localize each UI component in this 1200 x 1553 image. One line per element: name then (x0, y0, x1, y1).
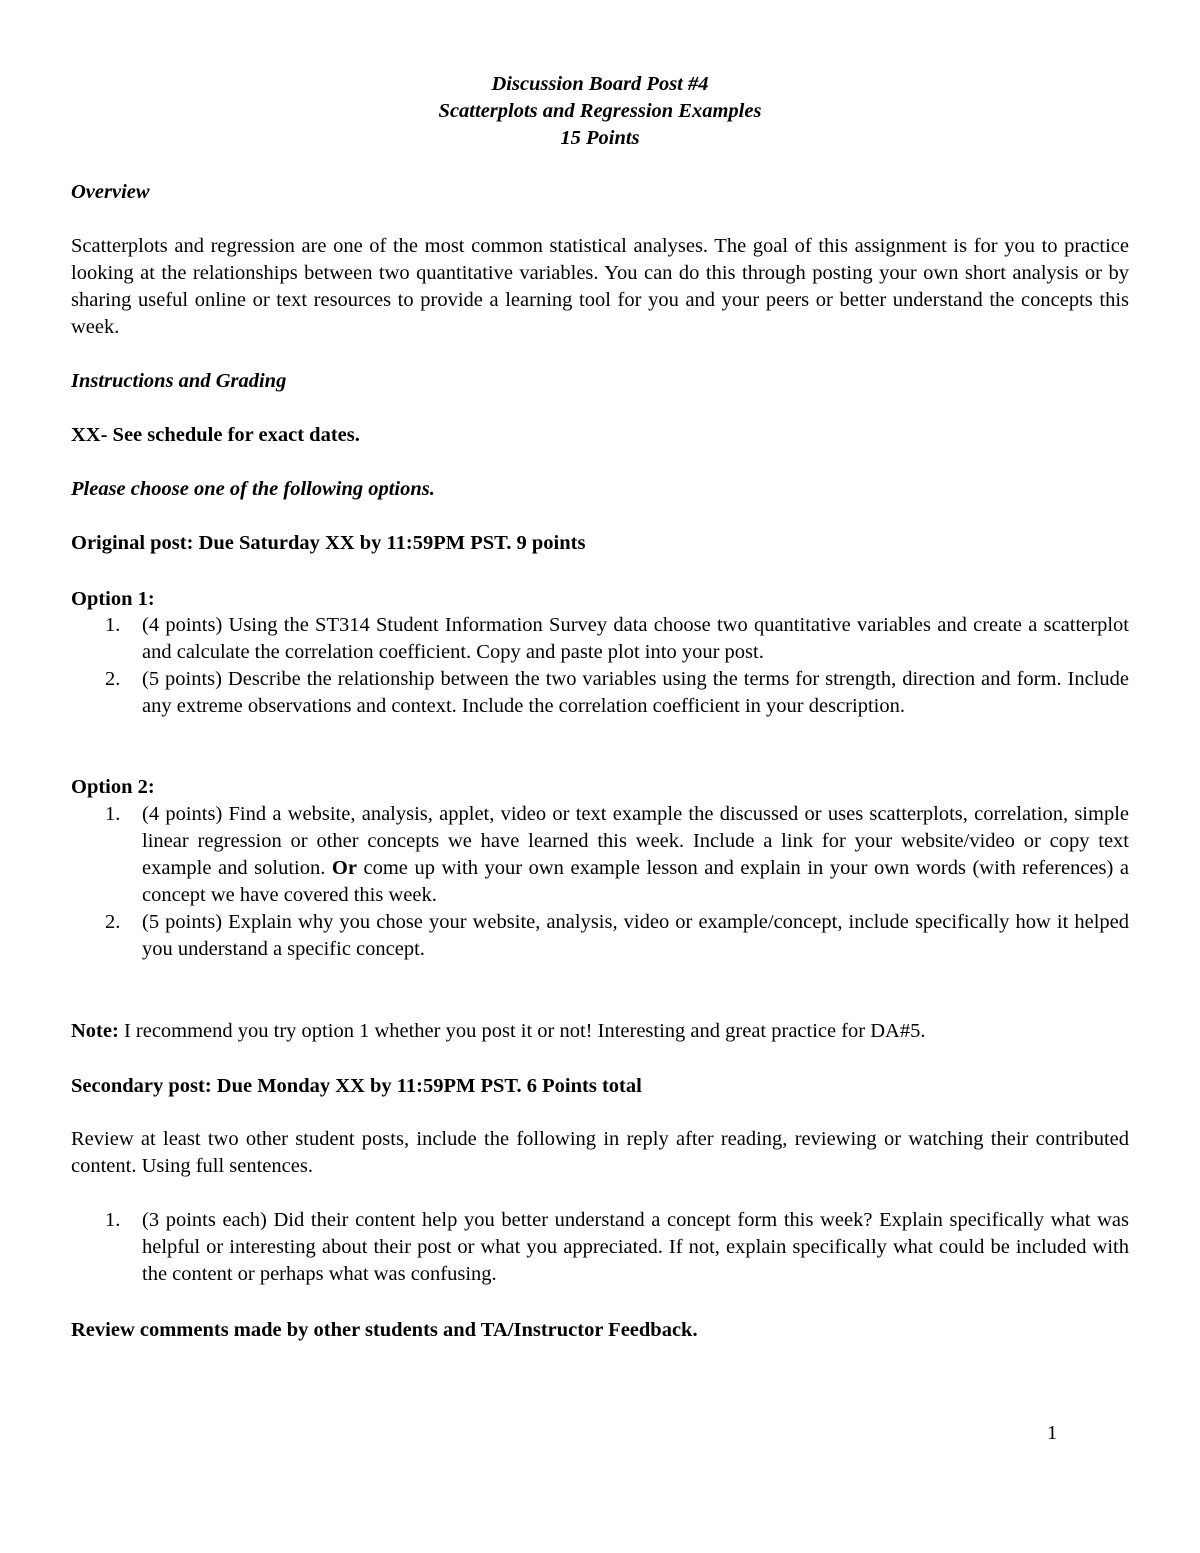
choose-option-note: Please choose one of the following options. (71, 478, 435, 500)
or-emphasis: Or (331, 857, 357, 879)
list-item-text: (5 points) Describe the relationship between the two variables using the terms for strength, direction and form. Include any extreme observations and context. Include the correlation coefficient in your description. (142, 668, 1129, 717)
list-number: 1. (105, 1209, 121, 1231)
list-item (71, 612, 1129, 666)
secondary-post-heading: Secondary post: Due Monday XX by 11:59PM PST. 6 Points total (71, 1075, 642, 1097)
option1-list (71, 612, 1129, 720)
note-paragraph (71, 1018, 1129, 1045)
list-item (71, 801, 1129, 909)
points-total: 15 Points (560, 127, 640, 149)
document-title: Discussion Board Post #4 (491, 73, 709, 95)
list-item-text: (5 points) Explain why you chose your website, analysis, video or example/concept, include specifically how it helped you understand a specific concept. (142, 911, 1129, 960)
list-number: 2. (105, 911, 121, 933)
review-note: Review comments made by other students and TA/Instructor Feedback. (71, 1319, 698, 1341)
overview-heading: Overview (71, 181, 150, 203)
list-item (71, 1207, 1129, 1288)
list-item (71, 666, 1129, 720)
instructions-heading: Instructions and Grading (71, 370, 287, 392)
list-item-text: (3 points each) Did their content help you better understand a concept form this week? Explain specifically what was helpful or interesting about their post or what you appreciated. If not, explain specifically what could be included with the content or perhaps what was confusing. (142, 1209, 1129, 1285)
page-number: 1 (1047, 1422, 1058, 1444)
original-post-heading: Original post: Due Saturday XX by 11:59PM PST. 9 points (71, 532, 586, 554)
secondary-list (71, 1207, 1129, 1288)
note-label: Note: (71, 1020, 119, 1042)
list-number: 2. (105, 668, 121, 690)
list-item-text: (4 points) Find a website, analysis, applet, video or text example the discussed or uses scatterplots, correlation, simple linear regression or other concepts we have learned this week. Include a link for your website/video or copy text example and solution. Or come up with your own example lesson and explain in your own words (with references) a concept we have covered this week. (142, 803, 1129, 906)
secondary-paragraph: Review at least two other student posts, include the following in reply after reading, reviewing or watching their contributed content. Using full sentences. (71, 1128, 1129, 1177)
document-subtitle: Scatterplots and Regression Examples (438, 100, 762, 122)
list-number: 1. (105, 803, 121, 825)
option1-heading: Option 1: (71, 588, 155, 610)
list-number: 1. (105, 614, 121, 636)
overview-paragraph: Scatterplots and regression are one of the most common statistical analyses. The goal of this assignment is for you to practice looking at the relationships between two quantitative variables. You can do this through posting your own short analysis or by sharing useful online or text resources to provide a learning tool for you and your peers or better understand the concepts this week. (71, 235, 1129, 338)
schedule-note: XX- See schedule for exact dates. (71, 424, 360, 446)
option2-list (71, 801, 1129, 963)
list-item (71, 909, 1129, 963)
note-text: I recommend you try option 1 whether you post it or not! Interesting and great practice for DA#5. (118, 1020, 926, 1042)
option2-heading: Option 2: (71, 776, 155, 798)
list-item-text: (4 points) Using the ST314 Student Information Survey data choose two quantitative variables and create a scatterplot and calculate the correlation coefficient. Copy and paste plot into your post. (142, 614, 1129, 663)
